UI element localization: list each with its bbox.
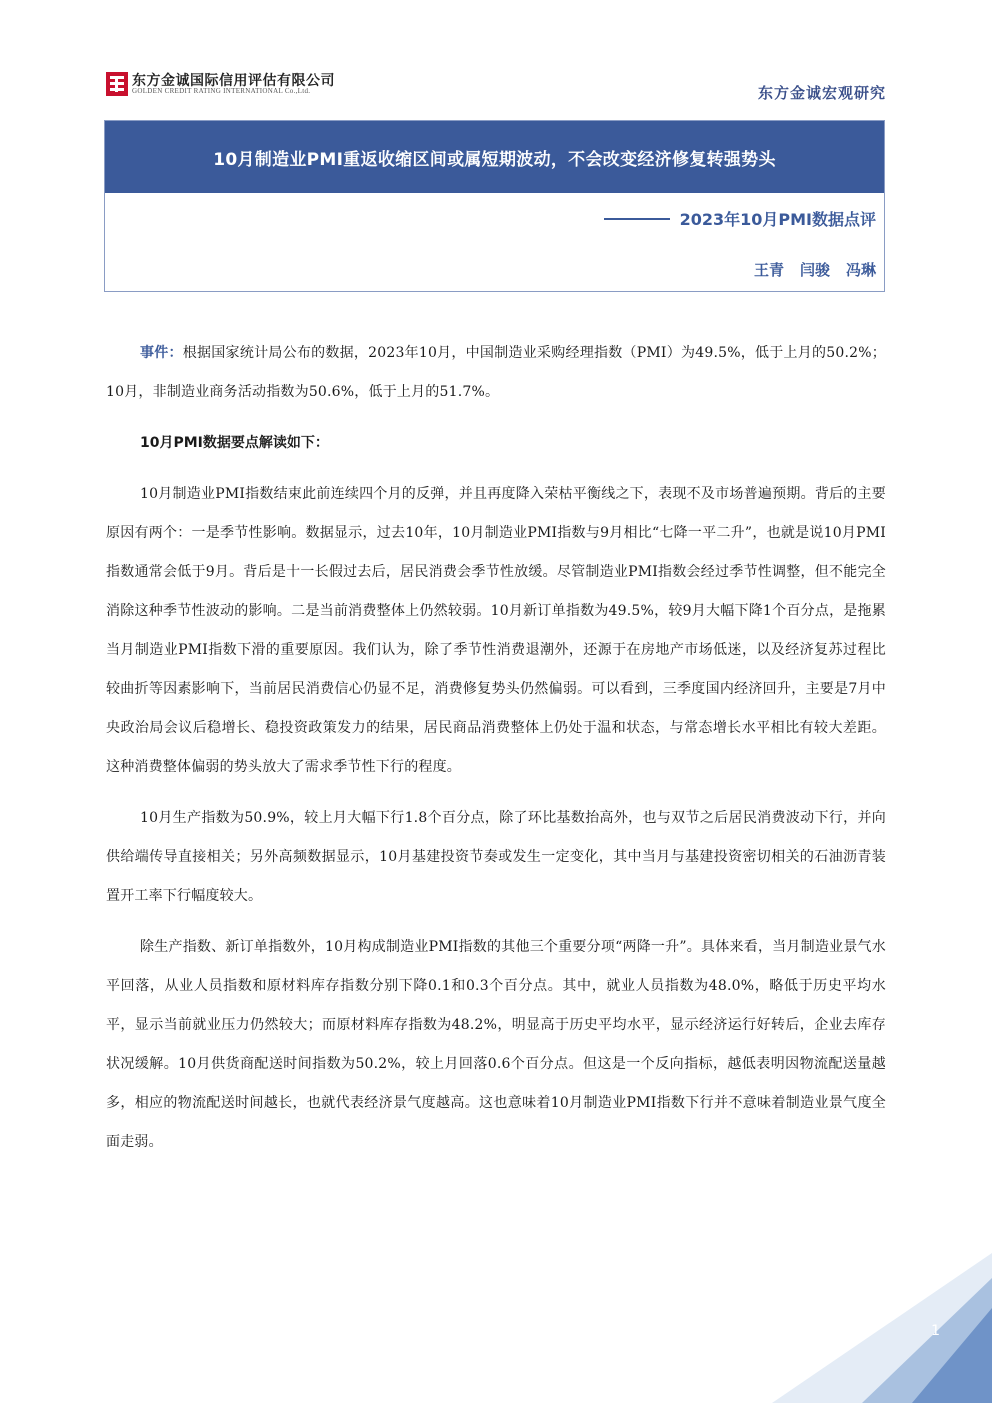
event-label: 事件：	[140, 345, 183, 361]
authors	[754, 259, 876, 280]
page-number: 1	[931, 1323, 940, 1339]
page-corner-decoration	[752, 1253, 992, 1403]
company-name-cn: 东方金诚国际信用评估有限公司	[132, 73, 335, 89]
author-name: 闫骏	[799, 261, 830, 279]
author-name: 冯琳	[845, 261, 876, 279]
report-title: 10月制造业PMI重返收缩区间或属短期波动，不会改变经济修复转强势头	[213, 149, 776, 170]
body-paragraph: 10月制造业PMI指数结束此前连续四个月的反弹，并且再度降入荣枯平衡线之下，表现不及市场普遍预期。背后的主要原因有两个：一是季节性影响。数据显示，过去10年，10月制造业PMI指数与9月相比“七降一平二升”，也就是说10月PMI指数通常会低于9月。背后是十一长假过去后，居民消费会季节性放缓。尽管制造业PMI指数会经过季节性调整，但不能完全消除这种季节性波动的影响。二是当前消费整体上仍然较弱。10月新订单指数为49.5%，较9月大幅下降1个百分点，是拖累当月制造业PMI指数下滑的重要原因。我们认为，除了季节性消费退潮外，还源于在房地产市场低迷，以及经济复苏过程比较曲折等因素影响下，当前居民消费信心仍显不足，消费修复势头仍然偏弱。可以看到，三季度国内经济回升，主要是7月中央政治局会议后稳增长、稳投资政策发力的结果，居民商品消费整体上仍处于温和状态，与常态增长水平相比有较大差距。这种消费整体偏弱的势头放大了需求季节性下行的程度。	[106, 486, 886, 775]
page-header	[106, 70, 886, 110]
title-bar	[105, 121, 884, 193]
body-paragraph: 10月生产指数为50.9%，较上月大幅下行1.8个百分点，除了环比基数抬高外，也与双节之后居民消费波动下行，并向供给端传导直接相关；另外高频数据显示，10月基建投资节奏或发生一定变化，其中当月与基建投资密切相关的石油沥青装置开工率下行幅度较大。	[106, 810, 886, 904]
subtitle-dash	[604, 218, 670, 220]
section-heading: 10月PMI数据要点解读如下：	[140, 435, 329, 451]
event-text: 根据国家统计局公布的数据，2023年10月，中国制造业采购经理指数（PMI）为49.5%，低于上月的50.2%；10月，非制造业商务活动指数为50.6%，低于上月的51.7%。	[106, 345, 886, 400]
body-paragraph: 除生产指数、新订单指数外，10月构成制造业PMI指数的其他三个重要分项“两降一升”。具体来看，当月制造业景气水平回落，从业人员指数和原材料库存指数分别下降0.1和0.3个百分点。其中，就业人员指数为48.0%，略低于历史平均水平，显示当前就业压力仍然较大；而原材料库存指数为48.2%，明显高于历史平均水平，显示经济运行好转后，企业去库存状况缓解。10月供货商配送时间指数为50.2%，较上月回落0.6个百分点。但这是一个反向指标，越低表明因物流配送量越多，相应的物流配送时间越长，也就代表经济景气度越高。这也意味着10月制造业PMI指数下行并不意味着制造业景气度全面走弱。	[106, 939, 886, 1150]
author-name: 王青	[753, 261, 784, 279]
title-box	[104, 120, 885, 292]
report-body	[106, 334, 886, 1174]
company-logo-icon	[106, 72, 128, 96]
company-name-en: GOLDEN CREDIT RATING INTERNATIONAL Co.,Ltd.	[132, 87, 311, 95]
series-name: 东方金诚宏观研究	[757, 84, 886, 102]
event-paragraph	[106, 334, 886, 412]
subtitle-line	[604, 207, 876, 230]
report-subtitle: 2023年10月PMI数据点评	[679, 210, 876, 229]
